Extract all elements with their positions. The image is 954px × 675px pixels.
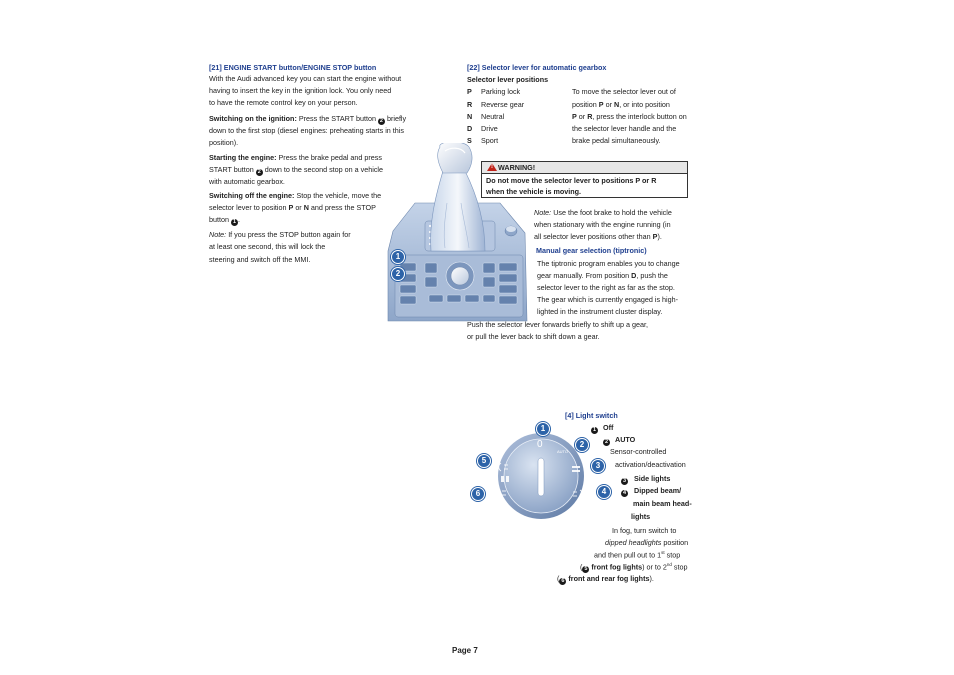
fog-line-5: ( 6 front and rear fog lights). (557, 574, 654, 584)
marker-6: 6 (561, 578, 565, 584)
fog-line-4: ( 5 front fog lights) or to 2nd stop (580, 562, 688, 573)
fog-end: ). (649, 574, 654, 583)
section-21-heading: [21] ENGINE START button/ENGINE STOP button (209, 63, 377, 72)
intro-line-1: With the Audi advanced key you can start the engine without (209, 74, 402, 83)
interlock-line-2 (572, 101, 670, 108)
light-item-dipped (621, 487, 681, 497)
pos-label-r: Reverse gear (481, 100, 525, 109)
starting-line-3: with automatic gearbox. (209, 177, 285, 186)
gear-callout-1: 1 (391, 250, 405, 264)
note-text-a: all selector lever positions other than (534, 232, 651, 241)
marker-5: 5 (584, 566, 588, 573)
position-n: N (613, 100, 620, 109)
light-callout-3: 3 (591, 459, 605, 473)
position-n: N (303, 203, 309, 212)
pos-key-d: D (467, 124, 473, 133)
tiptronic-push: , push the (636, 271, 668, 280)
selector-positions-heading: Selector lever positions (467, 75, 549, 84)
tiptronic-line-6: Push the selector lever forwards briefly to shift up a gear, (467, 320, 648, 329)
note-line-2: at least one second, this will lock the (209, 242, 326, 251)
switching-on-label: Switching on the ignition: (209, 114, 297, 123)
position-d: D (631, 271, 637, 280)
switching-off-line-2 (209, 204, 376, 211)
position-p: P (572, 112, 577, 121)
marker-2: 2 (604, 439, 609, 445)
dipped-headlights-text: dipped headlights (605, 538, 662, 547)
light-callout-4: 4 (597, 485, 611, 499)
tiptronic-line-1: The tiptronic program enables you to change (537, 259, 680, 268)
superscript-nd: nd (666, 562, 672, 567)
mid-note-line-1 (534, 209, 672, 216)
fog-line-2 (605, 539, 688, 546)
fog-line-3 (594, 551, 680, 559)
fog-text-a: and then pull out to 1 (594, 550, 662, 560)
starting-text-b: down to the second stop on a vehicle (264, 165, 384, 174)
fog-stop: stop (666, 550, 681, 560)
interlock-text-a: position (572, 100, 597, 109)
light-callout-1: 1 (536, 422, 550, 436)
position-text: position (663, 538, 689, 547)
tiptronic-line-5: lighted in the instrument cluster display. (537, 307, 663, 316)
marker-1: 1 (232, 219, 237, 225)
interlock-line-1: To move the selector lever out of (572, 87, 676, 96)
marker-4: 4 (622, 490, 627, 496)
pos-key-r: R (467, 100, 473, 109)
pos-key-p: P (467, 87, 472, 96)
marker-2: 2 (257, 169, 261, 175)
switching-on-line-3: position). (209, 138, 239, 147)
warning-box (481, 161, 688, 198)
starting-label: Starting the engine: (209, 153, 277, 162)
light-callout-5: 5 (477, 454, 491, 468)
tiptronic-line-3: selector lever to the right as far as the stop. (537, 283, 675, 292)
note-label: Note: (534, 208, 552, 217)
page-number: Page 7 (452, 646, 478, 655)
tiptronic-text: gear manually. From position (537, 271, 630, 280)
switching-off-line-1 (209, 192, 381, 199)
light-callout-2: 2 (575, 438, 589, 452)
switching-off-text-a: selector lever to position (209, 203, 287, 212)
mid-note-line-3 (534, 233, 662, 240)
gear-callout-2: 2 (391, 267, 405, 281)
period: . (237, 215, 240, 224)
note-text: Use the foot brake to hold the vehicle (553, 208, 672, 217)
note-text: If you press the STOP button again for (228, 230, 351, 239)
pos-key-s: S (467, 136, 472, 145)
warning-line-2: when the vehicle is moving. (486, 187, 582, 196)
switching-on-text-end: briefly (386, 114, 407, 123)
switching-off-line-3 (209, 216, 240, 226)
tiptronic-line-7: or pull the lever back to shift down a gear. (467, 332, 600, 341)
interlock-text-c: , press the interlock button on (592, 112, 687, 121)
dipped-beam-label-3: lights (631, 512, 651, 521)
auto-desc-1: Sensor-controlled (610, 447, 667, 456)
pos-label-s: Sport (481, 136, 499, 145)
interlock-line-5: brake pedal simultaneously. (572, 136, 661, 145)
fog-stop: stop (673, 562, 688, 572)
light-item-side (621, 475, 670, 485)
pos-label-n: Neutral (481, 112, 505, 121)
mid-note-line-2: when stationary with the engine running (in (534, 220, 671, 229)
starting-line-2 (209, 166, 383, 176)
warning-title: WARNING! (498, 163, 536, 172)
pos-label-d: Drive (481, 124, 498, 133)
note-text-end: ). (657, 232, 662, 241)
note-label: Note: (209, 230, 227, 239)
side-lights-label: Side lights (634, 474, 671, 483)
position-p: P (288, 203, 294, 212)
superscript-st: st (661, 550, 665, 555)
light-switch-heading: [4] Light switch (565, 411, 618, 420)
tiptronic-line-4: The gear which is currently engaged is high- (537, 295, 679, 304)
switching-off-text: Stop the vehicle, move the (296, 191, 382, 200)
fog-line-1: In fog, turn switch to (612, 526, 677, 535)
marker-3: 3 (622, 478, 627, 484)
light-item-off (591, 424, 613, 434)
front-rear-fog-lights-label: front and rear fog lights (568, 574, 650, 583)
light-item-auto (603, 436, 635, 446)
dipped-beam-label: Dipped beam/ (634, 486, 682, 495)
light-callout-6: 6 (471, 487, 485, 501)
auto-label: AUTO (615, 435, 636, 444)
note-line-1 (209, 231, 351, 238)
switching-on-line-2: down to the first stop (diesel engines: preheating starts in this (209, 126, 404, 135)
note-line-3: steering and switch off the MMI. (209, 255, 311, 264)
or-text: or (295, 203, 302, 212)
tiptronic-line-2 (537, 272, 668, 279)
switching-off-label: Switching off the engine: (209, 191, 295, 200)
warning-triangle-icon (487, 163, 497, 171)
or-text: or (605, 100, 612, 109)
tiptronic-heading: Manual gear selection (tiptronic) (536, 246, 647, 255)
pos-key-n: N (467, 112, 473, 121)
starting-text-a: START button (209, 165, 254, 174)
starting-line-1 (209, 154, 382, 161)
marker-1: 1 (592, 427, 597, 433)
dipped-beam-label-2: main beam head- (633, 499, 692, 508)
dial-zero-label: 0 (537, 439, 543, 450)
fog-text-b: ) or to 2 (642, 562, 667, 572)
marker-2: 2 (379, 118, 383, 124)
switching-on-line-1 (209, 115, 406, 125)
switching-off-text-b: and press the STOP (310, 203, 376, 212)
front-fog-lights-label: front fog lights (591, 562, 643, 572)
auto-desc-2: activation/deactivation (615, 460, 686, 469)
off-label: Off (603, 423, 614, 432)
position-r: R (587, 112, 593, 121)
section-22-heading: [22] Selector lever for automatic gearbox (467, 63, 607, 72)
position-p: P (652, 232, 658, 241)
warning-header (482, 162, 687, 174)
or-text: or (578, 112, 586, 121)
starting-text: Press the brake pedal and press (278, 153, 382, 162)
warning-line-1: Do not move the selector lever to positions P or R (486, 176, 657, 185)
intro-line-2: having to insert the key in the ignition lock. You only need (209, 86, 392, 95)
switching-on-text: Press the START button (298, 114, 376, 123)
interlock-line-3 (572, 113, 687, 120)
button-text: button (209, 215, 229, 224)
interlock-text-b: , or into position (619, 100, 670, 109)
dial-auto-label: AUTO (557, 449, 569, 454)
interlock-line-4: the selector lever handle and the (572, 124, 677, 133)
pos-label-p: Parking lock (481, 87, 521, 96)
intro-line-3: to have the remote control key on your person. (209, 98, 358, 107)
position-p: P (598, 100, 604, 109)
